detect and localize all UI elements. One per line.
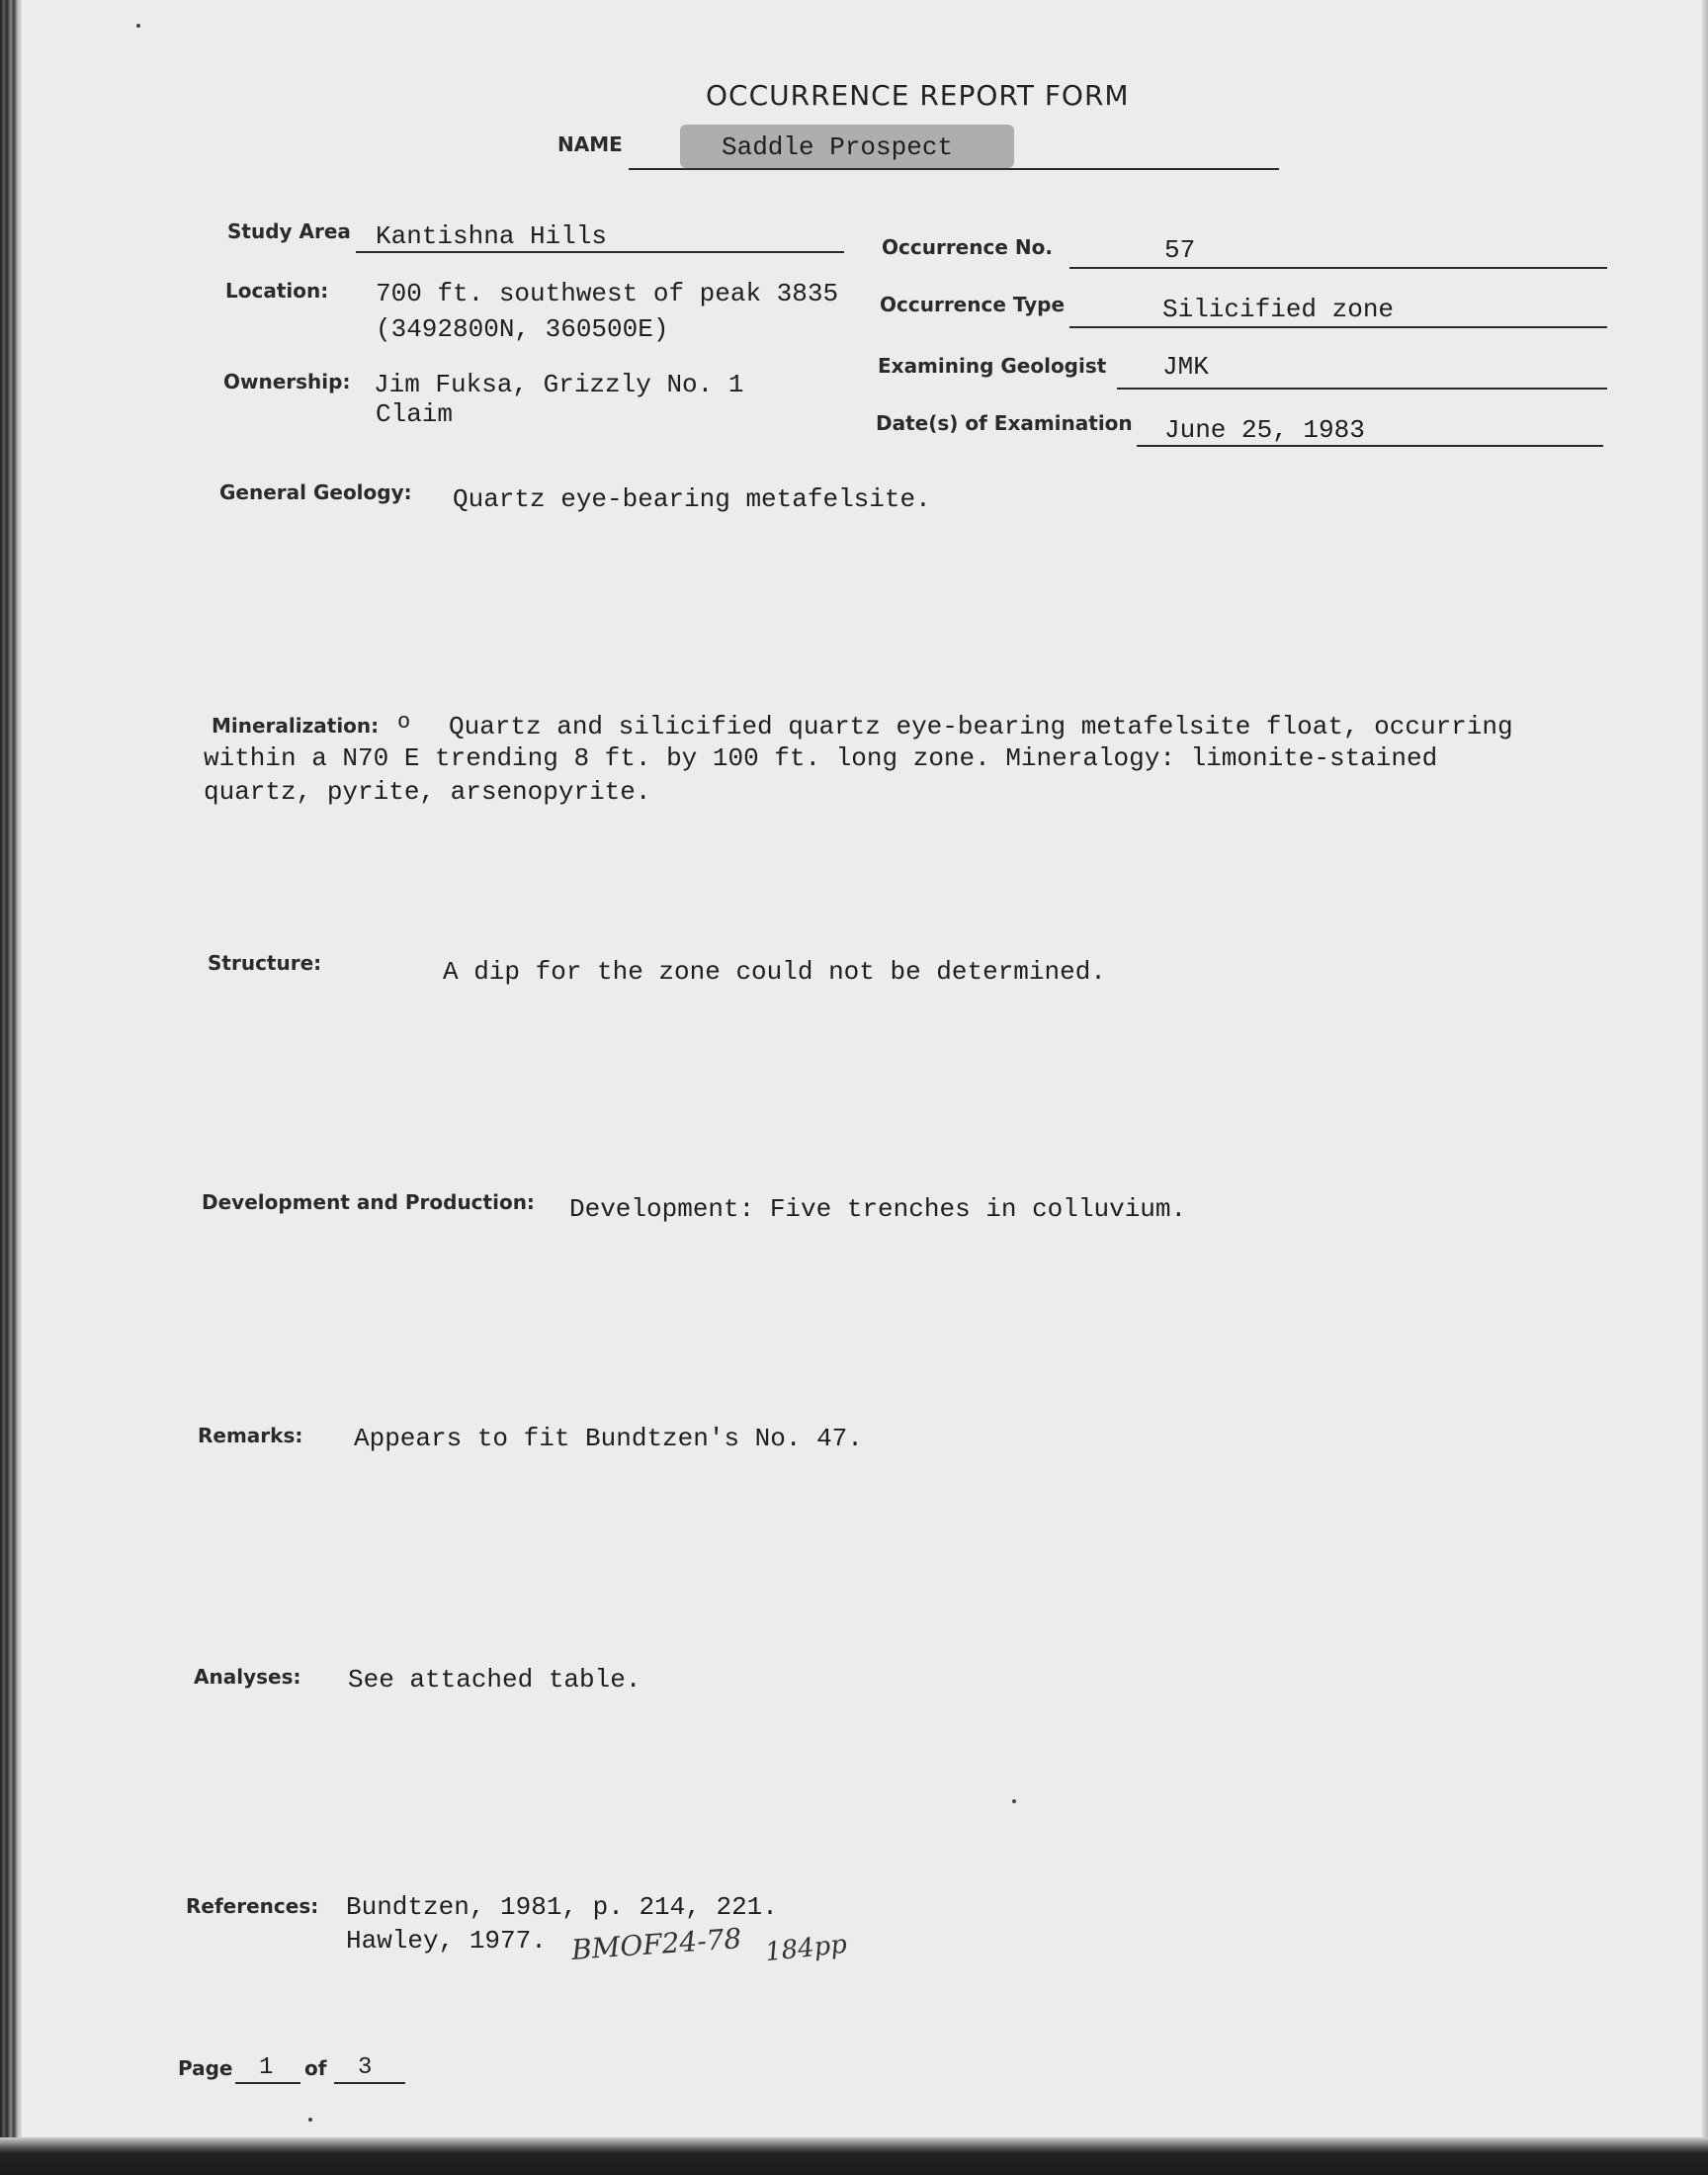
study-area-label: Study Area [227, 219, 351, 243]
date-of-examination-underline [1137, 445, 1603, 447]
ownership-label: Ownership: [223, 370, 351, 393]
general-geology-label: General Geology: [219, 480, 412, 504]
ownership-line-1: Jim Fuksa, Grizzly No. 1 [374, 370, 744, 399]
occurrence-no-value: 57 [1164, 235, 1196, 265]
of-label: of [304, 2056, 327, 2080]
page-current: 1 [259, 2054, 274, 2081]
page-current-underline [235, 2082, 300, 2084]
page-stack-edge-left [0, 0, 22, 2175]
degree-symbol: o [397, 710, 411, 735]
page-label: Page [178, 2056, 233, 2080]
references-label: References: [186, 1894, 319, 1918]
occurrence-no-underline [1069, 267, 1607, 269]
handwritten-page-count: 184pp [763, 1929, 849, 1968]
page-edge-right [1702, 0, 1708, 2175]
location-line-2: (3492800N, 360500E) [376, 314, 669, 344]
examining-geologist-value: JMK [1162, 352, 1209, 382]
references-line-1: Bundtzen, 1981, p. 214, 221. [346, 1892, 778, 1922]
page-total: 3 [358, 2054, 373, 2081]
form-title: OCCURRENCE REPORT FORM [706, 79, 1130, 112]
speck [1012, 1799, 1016, 1803]
study-area-underline [356, 251, 844, 253]
analyses-label: Analyses: [194, 1665, 301, 1689]
speck [136, 24, 140, 28]
name-underline [629, 168, 1279, 170]
analyses-value: See attached table. [348, 1665, 641, 1695]
name-label: NAME [557, 132, 623, 156]
date-of-examination-label: Date(s) of Examination [876, 411, 1133, 435]
mineralization-line-1: Quartz and silicified quartz eye-bearing metafelsite float, occurring [449, 712, 1513, 741]
occurrence-type-label: Occurrence Type [880, 293, 1066, 316]
general-geology-value: Quartz eye-bearing metafelsite. [453, 484, 931, 514]
structure-label: Structure: [208, 951, 322, 975]
structure-value: A dip for the zone could not be determined. [443, 957, 1106, 987]
examining-geologist-underline [1117, 388, 1607, 390]
study-area-value: Kantishna Hills [376, 221, 608, 251]
mineralization-label: Mineralization: [212, 714, 380, 738]
mineralization-line-3: quartz, pyrite, arsenopyrite. [204, 777, 651, 807]
page-total-underline [334, 2082, 405, 2084]
remarks-label: Remarks: [198, 1424, 303, 1447]
mineralization-line-2: within a N70 E trending 8 ft. by 100 ft. long zone. Mineralogy: limonite-stained [204, 743, 1438, 773]
occurrence-type-underline [1069, 326, 1607, 328]
ownership-line-2: Claim [376, 399, 454, 429]
date-of-examination-value: June 25, 1983 [1164, 415, 1365, 445]
examining-geologist-label: Examining Geologist [878, 354, 1107, 378]
development-production-value: Development: Five trenches in colluvium. [569, 1194, 1187, 1224]
references-line-2: Hawley, 1977. [346, 1926, 547, 1956]
name-value: Saddle Prospect [722, 132, 954, 162]
location-label: Location: [225, 279, 329, 303]
location-line-1: 700 ft. southwest of peak 3835 [376, 279, 839, 308]
speck [308, 2118, 312, 2122]
remarks-value: Appears to fit Bundtzen's No. 47. [354, 1424, 863, 1453]
occurrence-no-label: Occurrence No. [882, 235, 1053, 259]
development-production-label: Development and Production: [202, 1190, 535, 1214]
page-edge-bottom [0, 2137, 1708, 2175]
occurrence-type-value: Silicified zone [1162, 295, 1395, 324]
handwritten-reference-code: BMOF24-78 [570, 1922, 743, 1966]
